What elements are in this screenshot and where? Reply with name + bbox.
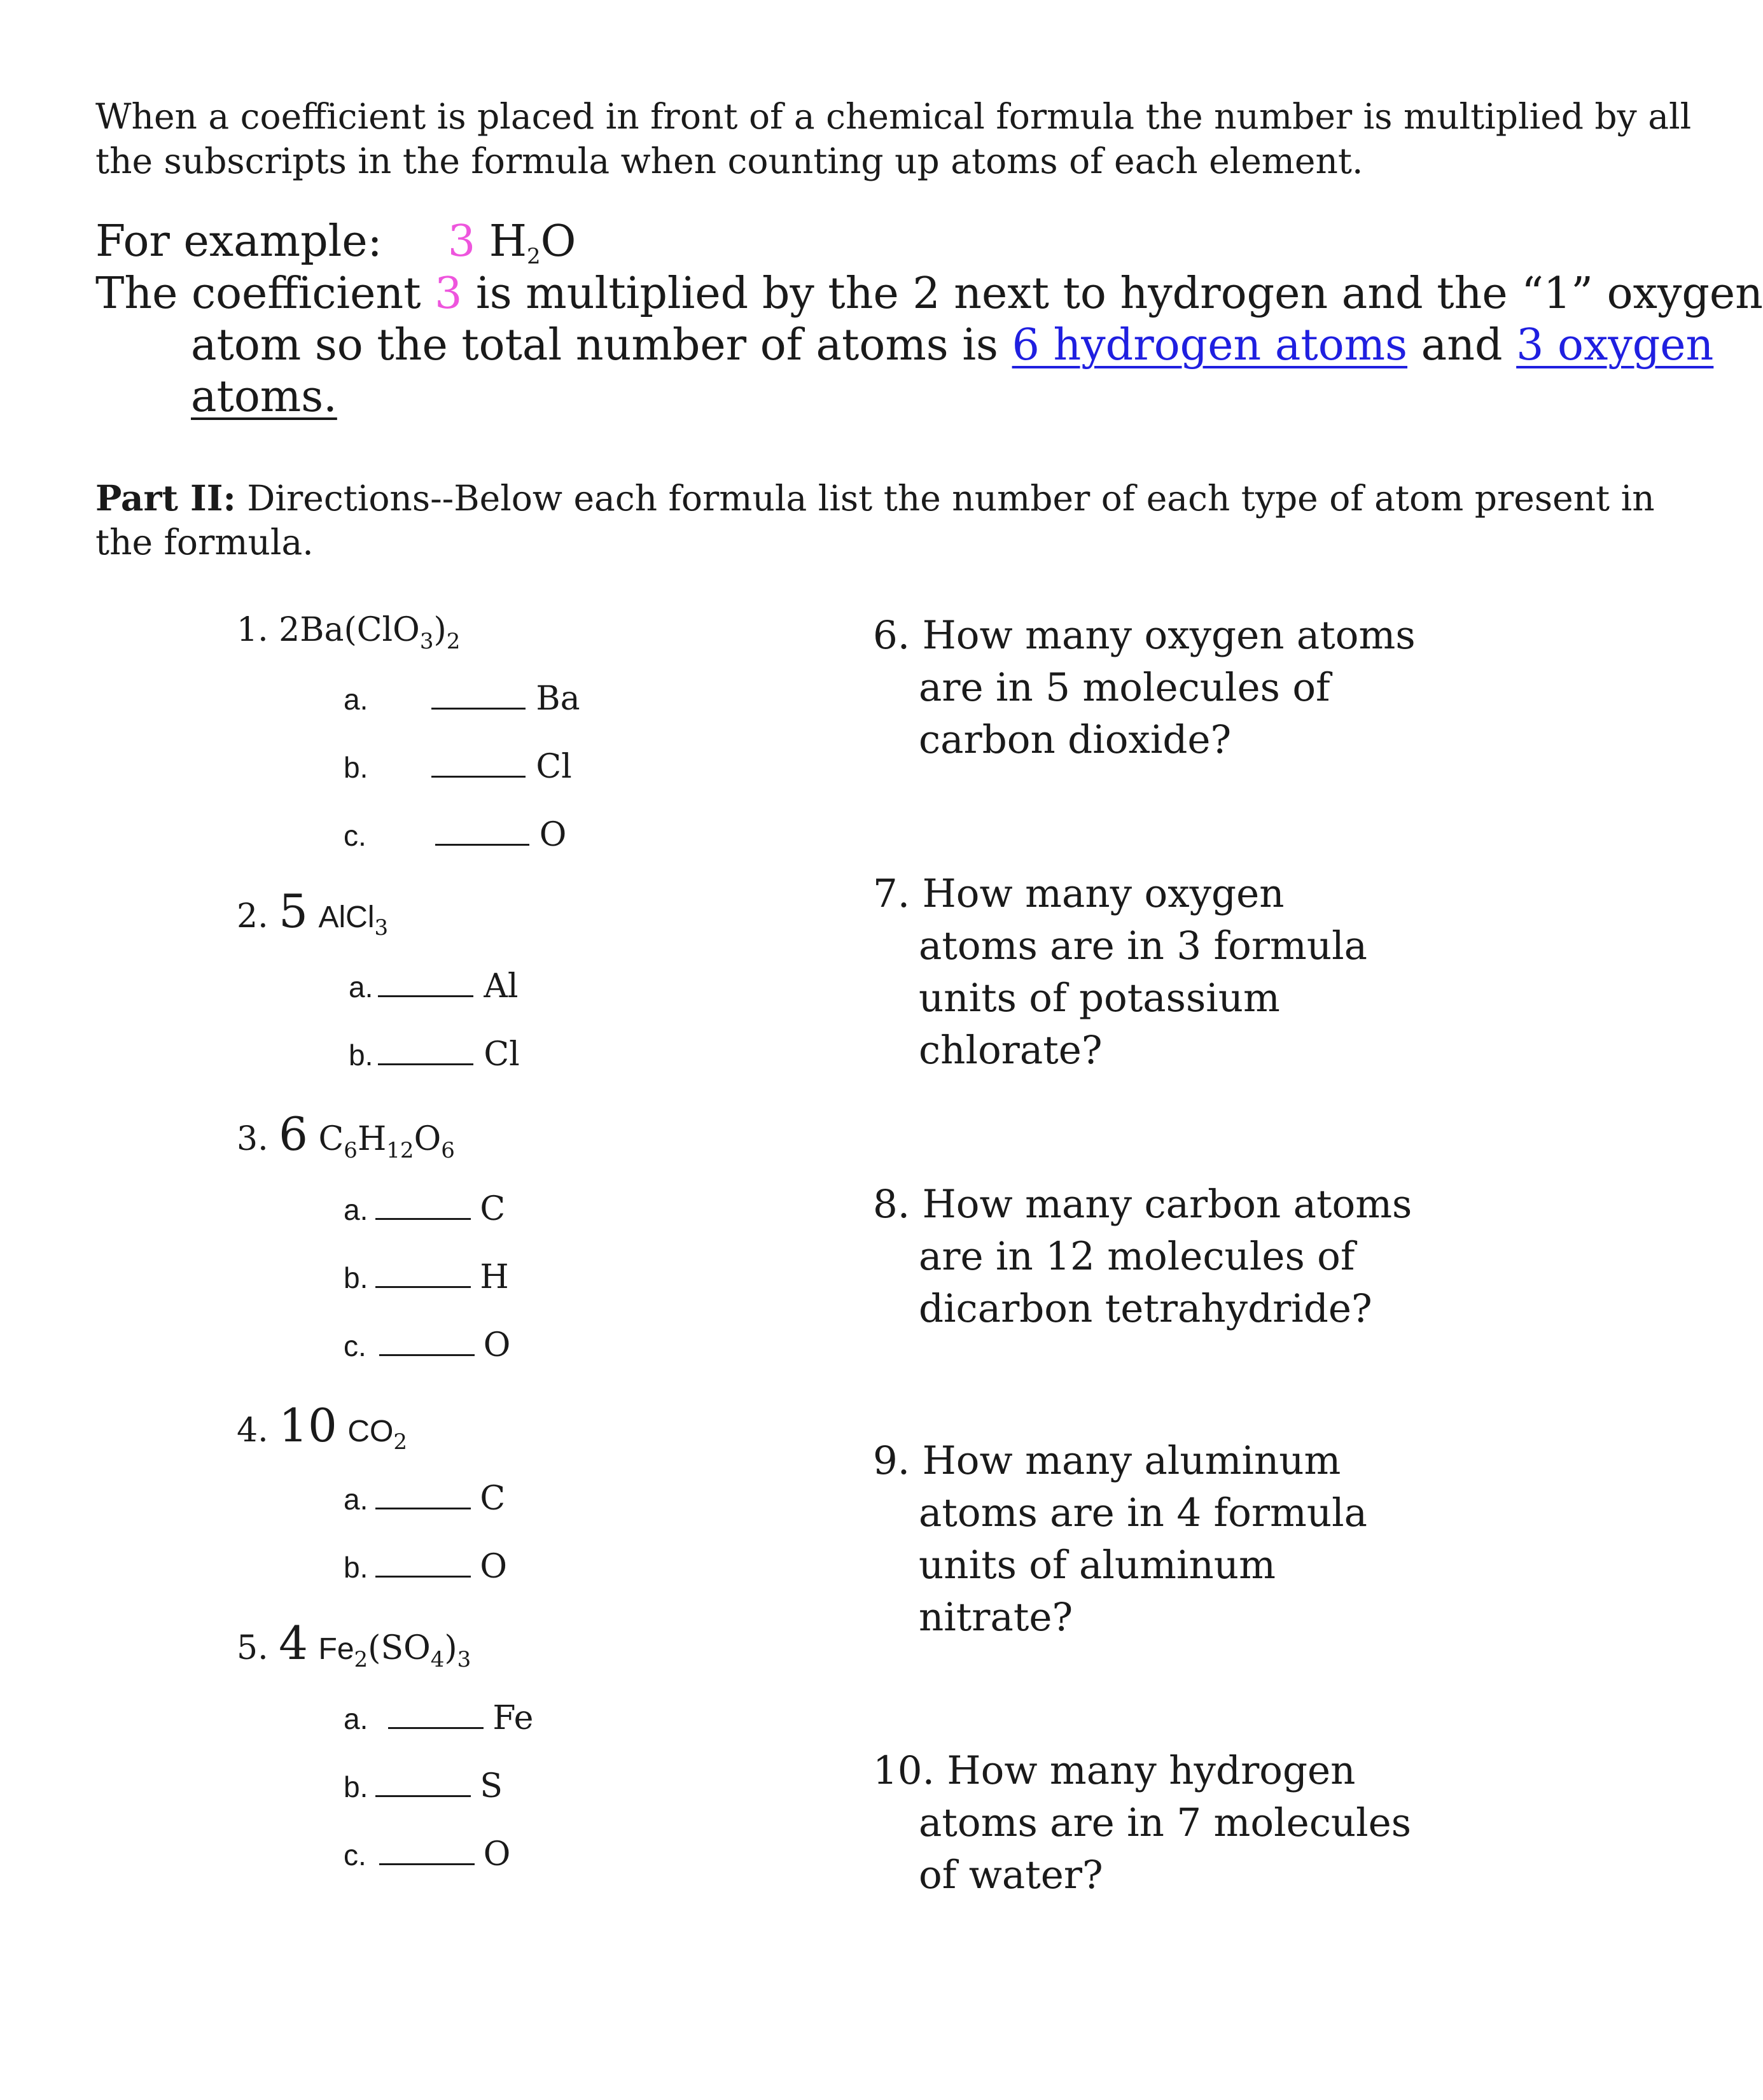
answer-blank[interactable]: [375, 1218, 471, 1220]
example-line-3: atom so the total number of atoms is 6 hydrogen atoms and 3 oxygen: [191, 320, 1714, 370]
answer-blank[interactable]: [435, 844, 529, 846]
answer-blank[interactable]: [379, 1863, 475, 1865]
example-coefficient-inline: 3: [435, 269, 463, 319]
problem-3-item-c: c. O: [344, 1326, 511, 1364]
problem-1-formula: 1. $2Ba(ClO_3)_2$: [237, 611, 461, 654]
problem-3-item-b: b. H: [344, 1258, 509, 1296]
answer-blank[interactable]: [375, 1286, 471, 1288]
problem-2-item-a: a. Al: [349, 967, 519, 1005]
question-9: 9. How many aluminum atoms are in 4 formula units of aluminum nitrate?: [873, 1438, 1368, 1640]
part-directions-line-1: Part II: Directions--Below each formula list the number of each type of atom present in: [95, 477, 1655, 519]
answer-blank[interactable]: [375, 1576, 471, 1578]
problem-3-item-a: a. C: [344, 1190, 506, 1228]
answer-blank[interactable]: [378, 995, 473, 997]
answer-blank[interactable]: [375, 1508, 471, 1509]
question-8: 8. How many carbon atoms are in 12 molecules of dicarbon tetrahydride?: [873, 1182, 1412, 1331]
problem-5-item-a: a. Fe: [344, 1699, 534, 1737]
problem-1-item-b: b. Cl: [344, 748, 572, 786]
problem-4-item-b: b. O: [344, 1548, 508, 1586]
example-formula: $H_2O$: [489, 216, 576, 269]
intro-line-1: When a coefficient is placed in front of a chemical formula the number is multiplied by all: [95, 96, 1692, 137]
answer-blank[interactable]: [375, 1795, 471, 1797]
part-heading: Part II:: [95, 477, 236, 519]
example-label: For example:: [95, 216, 382, 267]
problem-5-formula: 5. 4 $Fe_2(SO_4)_3$: [237, 1616, 471, 1672]
answer-blank[interactable]: [378, 1063, 473, 1065]
intro-line-2: the subscripts in the formula when counting up atoms of each element.: [95, 141, 1363, 181]
problem-5-item-c: c. O: [344, 1835, 511, 1873]
example-line-1: [95, 216, 576, 269]
example-coefficient: 3: [447, 216, 476, 267]
problem-4-item-a: a. C: [344, 1480, 506, 1518]
answer-blank[interactable]: [431, 776, 526, 778]
answer-oxygen: 3 oxygen: [1516, 320, 1714, 370]
problem-1-item-c: c. O: [344, 816, 567, 854]
question-6: 6. How many oxygen atoms are in 5 molecules of carbon dioxide?: [873, 613, 1416, 762]
problem-4-formula: 4. 10 $CO_2$: [237, 1399, 407, 1455]
problem-1-item-a: a. Ba: [344, 680, 580, 718]
answer-blank[interactable]: [379, 1354, 475, 1356]
question-10: 10. How many hydrogen atoms are in 7 molecules of water?: [873, 1748, 1412, 1898]
problem-3-formula: 3. 6 $C_6H_{12}O_6$: [237, 1107, 455, 1163]
answer-blank[interactable]: [388, 1727, 484, 1729]
question-7: 7. How many oxygen atoms are in 3 formula units of potassium chlorate?: [873, 871, 1368, 1073]
answer-hydrogen: 6 hydrogen atoms: [1012, 320, 1408, 370]
example-line-4: atoms.: [191, 372, 337, 422]
problem-2-formula: 2. 5 AlCl$_3$: [237, 885, 389, 941]
part-directions-line-2: the formula.: [95, 522, 314, 563]
example-line-2: The coefficient 3 is multiplied by the 2 next to hydrogen and the “1” oxygen: [95, 269, 1763, 319]
intro-paragraph: [95, 94, 1691, 183]
answer-blank[interactable]: [431, 708, 526, 710]
problem-5-item-b: b. S: [344, 1767, 503, 1805]
problem-2-item-b: b. Cl: [349, 1035, 520, 1074]
